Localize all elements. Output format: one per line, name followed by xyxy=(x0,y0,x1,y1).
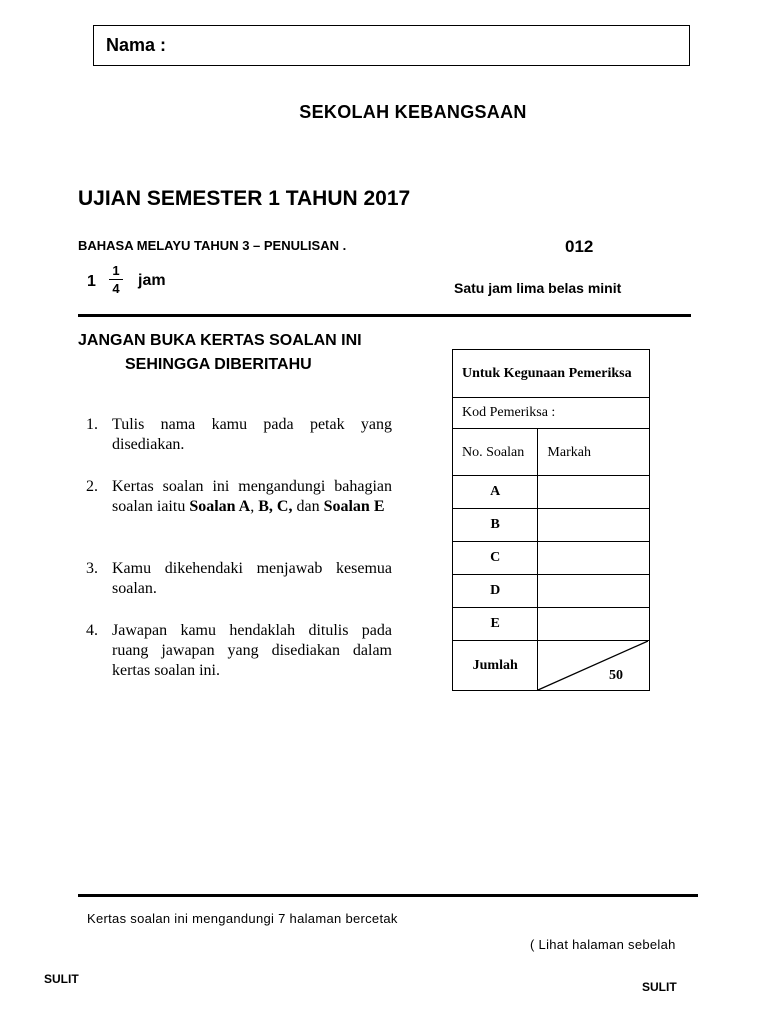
diagonal-line xyxy=(538,641,648,690)
examiner-table xyxy=(452,349,650,691)
school-name: SEKOLAH KEBANGSAAN xyxy=(299,102,527,122)
total-max-marks: 50 xyxy=(609,668,623,683)
marks-cell[interactable] xyxy=(538,476,650,509)
paper-code: 012 xyxy=(565,237,594,256)
section-label: B xyxy=(453,509,538,542)
section-e-ref: Soalan E xyxy=(323,498,385,515)
duration-numerator: 1 xyxy=(112,263,120,278)
duration-words: Satu jam lima belas minit xyxy=(454,280,622,296)
duration-fraction xyxy=(109,263,123,296)
page-count-note: Kertas soalan ini mengandungi 7 halaman bercetak xyxy=(87,911,398,926)
instruction-number: 1. xyxy=(86,416,98,433)
bottom-divider xyxy=(78,894,698,897)
exam-title: UJIAN SEMESTER 1 TAHUN 2017 xyxy=(78,187,411,210)
warning-line-1: JANGAN BUKA KERTAS SOALAN INI xyxy=(78,332,362,349)
top-divider xyxy=(78,314,691,317)
duration-unit: jam xyxy=(138,272,166,289)
total-label: Jumlah xyxy=(453,641,538,691)
column-header-marks: Markah xyxy=(538,429,650,476)
confidential-mark-left: SULIT xyxy=(44,972,79,986)
marks-cell[interactable] xyxy=(538,608,650,641)
next-page-note: ( Lihat halaman sebelah xyxy=(530,937,676,952)
section-label: A xyxy=(453,476,538,509)
instruction-text: Jawapan kamu hendaklah ditulis pada ruang jawapan yang disediakan dalam kertas soalan ini. xyxy=(112,622,392,679)
fraction-bar xyxy=(109,279,123,280)
column-header-question: No. Soalan xyxy=(453,429,538,476)
duration-whole: 1 xyxy=(87,273,96,290)
instruction-item xyxy=(86,621,392,681)
instruction-text: Kamu dikehendaki menjawab kesemua soalan. xyxy=(112,560,392,597)
section-label: E xyxy=(453,608,538,641)
instruction-text: Kertas soalan ini mengandungi bahagian soalan iaitu Soalan A, B, C, dan Soalan E xyxy=(112,478,392,515)
section-bc-ref: B, C, xyxy=(258,498,293,515)
confidential-mark-right: SULIT xyxy=(642,980,677,994)
subject-line: BAHASA MELAYU TAHUN 3 – PENULISAN . xyxy=(78,238,347,253)
instruction-number: 3. xyxy=(86,560,98,577)
instruction-item xyxy=(86,559,392,599)
total-marks-cell[interactable] xyxy=(538,641,650,691)
marks-cell[interactable] xyxy=(538,509,650,542)
section-label: C xyxy=(453,542,538,575)
examiner-code-field[interactable]: Kod Pemeriksa : xyxy=(453,398,650,429)
section-label: D xyxy=(453,575,538,608)
examiner-table-title: Untuk Kegunaan Pemeriksa xyxy=(453,350,650,398)
name-label: Nama : xyxy=(106,35,167,55)
instruction-item xyxy=(86,477,392,517)
instruction-number: 4. xyxy=(86,622,98,639)
section-a-ref: Soalan A xyxy=(189,498,251,515)
marks-cell[interactable] xyxy=(538,575,650,608)
name-field-box[interactable] xyxy=(93,25,690,66)
warning-line-2: SEHINGGA DIBERITAHU xyxy=(125,356,312,373)
duration-denominator: 4 xyxy=(112,281,120,296)
instruction-text: Tulis nama kamu pada petak yang disediakan. xyxy=(112,416,392,453)
marks-cell[interactable] xyxy=(538,542,650,575)
instruction-number: 2. xyxy=(86,478,98,495)
instruction-item xyxy=(86,415,392,455)
